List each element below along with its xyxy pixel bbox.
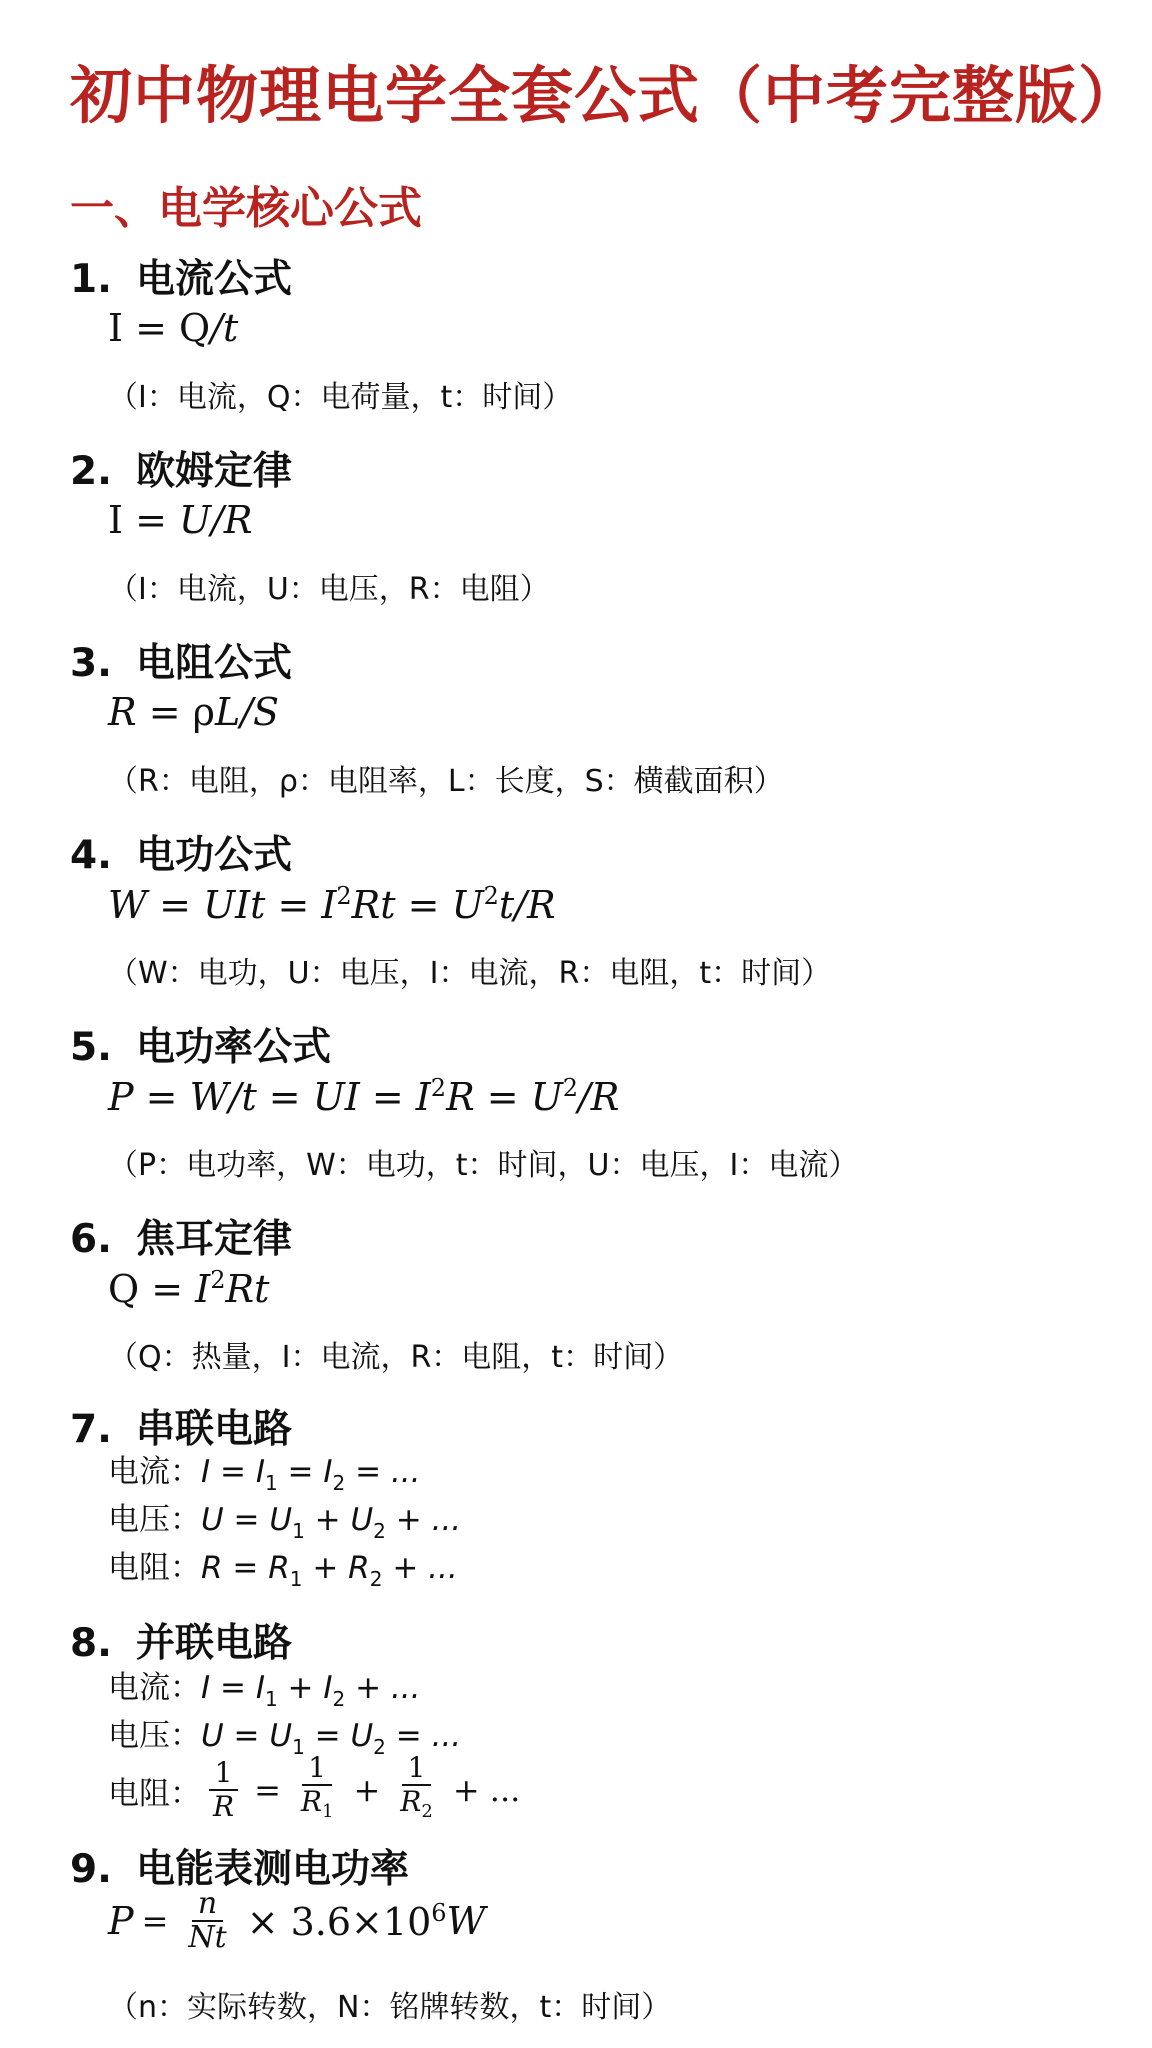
- item-heading: 6. 焦耳定律: [70, 1217, 293, 1262]
- formula-note: （Q：热量，I：电流，R：电阻，t：时间）: [108, 1340, 684, 1375]
- item-heading: 3. 电阻公式: [70, 641, 293, 686]
- item-heading: 2. 欧姆定律: [70, 449, 293, 494]
- item-heading: 4. 电功公式: [70, 833, 293, 878]
- formula: I = Q/t: [108, 306, 239, 350]
- formula-note: （I：电流，Q：电荷量，t：时间）: [108, 380, 573, 415]
- section-heading: 一、电学核心公式: [70, 183, 422, 234]
- formula: P = $\frac{n}{Nt}$ × $3.6\times 10^6$ W: [108, 1886, 486, 1955]
- formula-note: （W：电功，U：电压，I：电流，R：电阻，t：时间）: [108, 956, 832, 991]
- formula: P = W/t = UI = $I^2R = U^2/R$: [108, 1074, 620, 1119]
- page-title: 初中物理电学全套公式（中考完整版）: [70, 59, 1142, 132]
- series-voltage: 电压：$U = U_1 + U_2$ + ...: [108, 1502, 462, 1543]
- series-resistance: 电阻：$R = R_1 + R_2$ + ...: [108, 1550, 458, 1591]
- item-heading: 5. 电功率公式: [70, 1025, 332, 1070]
- formula: $Q = I^2Rt$: [108, 1266, 270, 1311]
- formula-note: （I：电流，U：电压，R：电阻）: [108, 572, 550, 607]
- formula: I = U/R: [108, 498, 253, 542]
- formula: R = ρL/S: [108, 690, 280, 734]
- item-heading: 8. 并联电路: [70, 1621, 293, 1666]
- item-heading: 1. 电流公式: [70, 257, 293, 302]
- parallel-current: 电流：$I = I_1 + I_2$ + ...: [108, 1670, 421, 1711]
- formula: W = UIt = $I^2Rt = U^2t/R$: [108, 882, 556, 927]
- item-heading: 9. 电能表测电功率: [70, 1847, 410, 1892]
- parallel-resistance: 电阻： $\frac{1}{R}$ = $\frac{1}{R_1}$ + $\frac{1}{R_2}$ + ...: [108, 1751, 521, 1823]
- formula-note: （P：电功率，W：电功，t：时间，U：电压，I：电流）: [108, 1148, 859, 1183]
- formula-note: （R：电阻，ρ：电阻率，L：长度，S：横截面积）: [108, 764, 784, 799]
- formula-note: （n：实际转数，N：铭牌转数，t：时间）: [108, 1990, 672, 2025]
- parallel-voltage: 电压：$U = U_1 = U_2$ = ...: [108, 1718, 462, 1759]
- item-heading: 7. 串联电路: [70, 1407, 293, 1452]
- series-current: 电流：$I = I_1 = I_2$ = ...: [108, 1454, 421, 1495]
